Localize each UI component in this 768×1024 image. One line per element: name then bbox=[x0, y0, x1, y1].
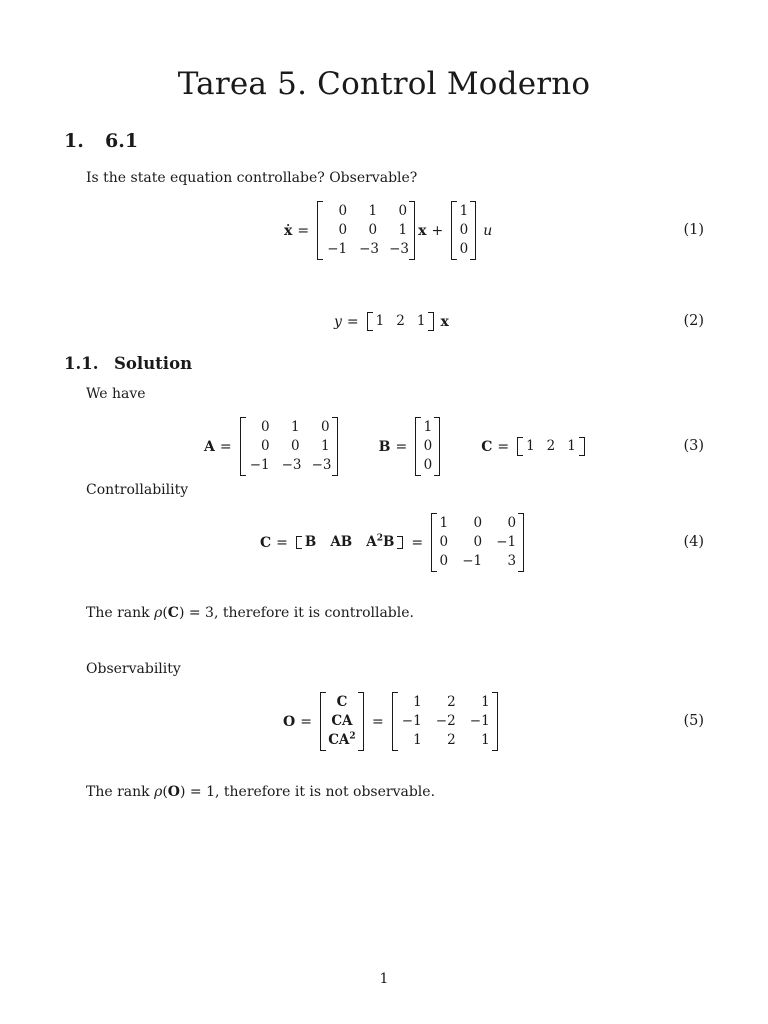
eq4-equals-1: = bbox=[276, 534, 288, 551]
equation-number-4: (4) bbox=[683, 534, 704, 550]
eq4-equals-2: = bbox=[411, 534, 424, 551]
eq4-block-matrix bbox=[296, 533, 403, 552]
eq5-equals-1: = bbox=[300, 713, 312, 730]
eq3-equals-a: = bbox=[219, 438, 232, 455]
equation-number-3: (3) bbox=[683, 438, 704, 454]
matrix-cells: 1 2 1 bbox=[526, 438, 576, 454]
eq2-x: x bbox=[440, 313, 449, 330]
eq1-matrix-a bbox=[317, 201, 415, 260]
eq1-lhs: ẋ bbox=[284, 222, 293, 239]
observable-conclusion: The rank ρ(O) = 1, therefore it is not observable. bbox=[86, 784, 436, 800]
equation-number-5: (5) bbox=[683, 713, 704, 729]
equation-3 bbox=[204, 417, 588, 476]
eq5-matrix bbox=[392, 692, 498, 751]
section-title: 6.1 bbox=[105, 130, 139, 152]
eq3-b-label: B bbox=[378, 438, 391, 455]
eq1-u: u bbox=[483, 222, 493, 239]
observability-label: Observability bbox=[86, 661, 181, 677]
equation-number-2: (2) bbox=[683, 313, 704, 329]
eq4-lhs: C bbox=[260, 534, 272, 551]
matrix-cells: 0 1 0 0 0 1 −1 −3 −3 bbox=[249, 419, 332, 473]
document-title: Tarea 5. Control Moderno bbox=[177, 66, 591, 102]
eq3-matrix-b bbox=[415, 417, 440, 476]
matrix-cells: C CA $CA^2$ bbox=[328, 694, 356, 748]
controllable-conclusion: The rank ρ(C) = 3, therefore it is controllable. bbox=[86, 605, 414, 621]
question-text: Is the state equation controllabe? Observable? bbox=[86, 170, 418, 186]
eq1-plus: + bbox=[431, 222, 444, 239]
equation-1 bbox=[284, 201, 492, 260]
eq3-equals-c: = bbox=[497, 438, 510, 455]
equation-number-1: (1) bbox=[683, 222, 704, 238]
matrix-cells: 1 0 0 0 0 −1 0 −1 3 bbox=[439, 515, 517, 569]
section-title: Solution bbox=[114, 354, 193, 373]
controllability-label: Controllability bbox=[86, 482, 189, 498]
eq5-block-matrix bbox=[320, 692, 364, 751]
eq3-c-label: C bbox=[481, 438, 493, 455]
eq1-equals: = bbox=[297, 222, 310, 239]
eq2-lhs: y bbox=[334, 313, 342, 330]
matrix-cells: 0 1 0 0 0 1 −1 −3 −3 bbox=[327, 203, 409, 257]
we-have-text: We have bbox=[86, 386, 146, 402]
matrix-cells: 1 0 0 bbox=[459, 203, 469, 257]
eq3-matrix-a bbox=[240, 417, 338, 476]
equation-4 bbox=[260, 513, 527, 572]
eq3-equals-b: = bbox=[395, 438, 408, 455]
section-heading-1-1 bbox=[64, 354, 192, 373]
matrix-cells: 1 2 1 bbox=[375, 313, 426, 329]
eq5-equals-2: = bbox=[371, 713, 384, 730]
eq3-a-label: A bbox=[204, 438, 215, 455]
eq2-matrix-c bbox=[367, 312, 435, 331]
eq1-matrix-b bbox=[451, 201, 476, 260]
eq2-equals: = bbox=[346, 313, 359, 330]
matrix-cells: 1 2 1 −1 −2 −1 1 2 1 bbox=[401, 694, 490, 748]
eq3-matrix-c bbox=[517, 437, 585, 456]
matrix-cells: B AB $A^2B$ bbox=[304, 533, 395, 550]
matrix-cells: 1 0 0 bbox=[423, 419, 433, 473]
section-number: 1.1. bbox=[64, 354, 99, 373]
section-heading-1 bbox=[64, 130, 138, 152]
eq1-x: x bbox=[418, 222, 427, 239]
eq4-matrix bbox=[431, 513, 524, 572]
equation-2 bbox=[334, 312, 449, 331]
page-number: 1 bbox=[379, 971, 389, 987]
equation-5 bbox=[283, 692, 501, 751]
section-number: 1. bbox=[64, 130, 84, 152]
eq5-lhs: O bbox=[283, 713, 296, 730]
